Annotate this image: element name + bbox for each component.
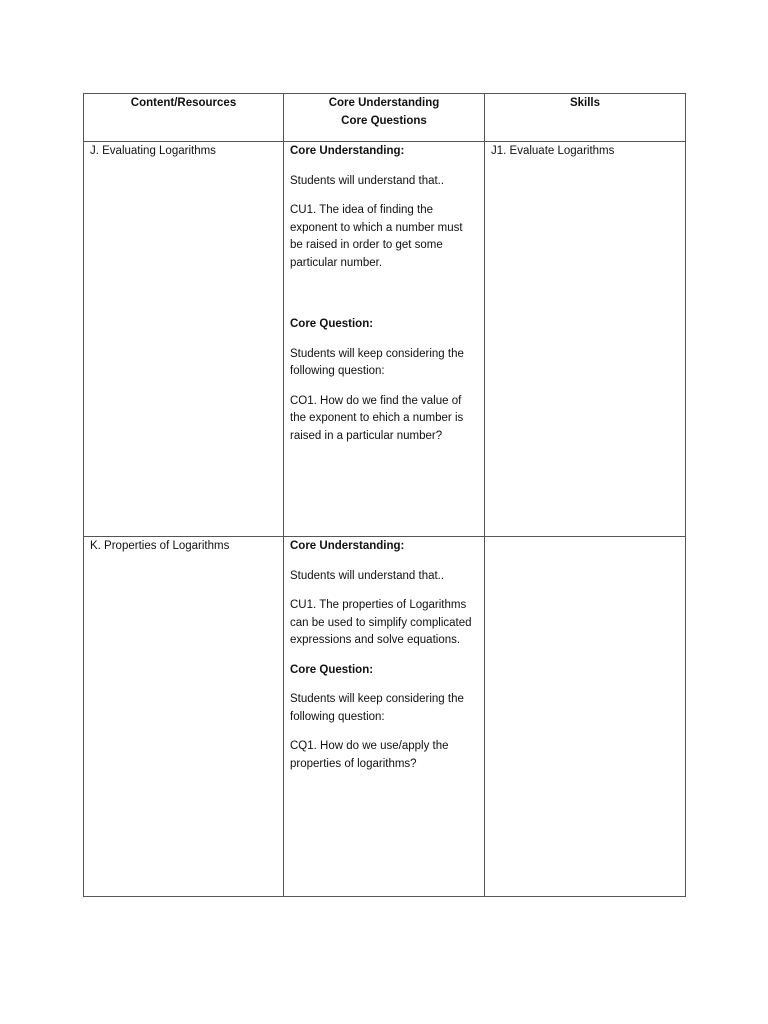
skills-text [491, 537, 679, 538]
skills-cell [485, 537, 686, 897]
header-row [84, 94, 686, 142]
content-title: J. Evaluating Logarithms [90, 145, 216, 157]
cu-intro: Students will understand that.. [290, 174, 445, 187]
cu-heading: Core Understanding: [290, 540, 405, 552]
content-cell [84, 142, 284, 537]
content-cell [84, 537, 284, 897]
cq-heading: Core Question: [290, 318, 374, 330]
cq-text: CO1. How do we find the value of the exponent to ehich a number is raised in a particular number? [290, 394, 464, 442]
header-core-understanding: Core Understanding Core Questions [284, 94, 485, 142]
header-skills: Skills [485, 94, 686, 142]
cu-intro: Students will understand that.. [290, 569, 445, 582]
content-title: K. Properties of Logarithms [90, 540, 230, 552]
cq-intro: Students will keep considering the following question: [290, 693, 464, 723]
skills-cell [485, 142, 686, 537]
cq-intro: Students will keep considering the following question: [290, 347, 464, 377]
core-cell [284, 537, 485, 897]
cu-heading: Core Understanding: [290, 145, 405, 157]
skills-text: J1. Evaluate Logarithms [491, 145, 615, 157]
header-content-resources: Content/Resources [84, 94, 284, 142]
cu-text: CU1. The properties of Logarithms can be used to simplify complicated expressions and solve equations. [290, 599, 472, 646]
core-cell [284, 142, 485, 537]
cq-heading: Core Question: [290, 663, 374, 676]
table-row [84, 537, 686, 897]
curriculum-table [83, 93, 686, 897]
cq-text: CQ1. How do we use/apply the properties of logarithms? [290, 740, 449, 770]
table-row [84, 142, 686, 537]
cu-text: CU1. The idea of finding the exponent to which a number must be raised in order to get some particular number. [290, 204, 463, 269]
